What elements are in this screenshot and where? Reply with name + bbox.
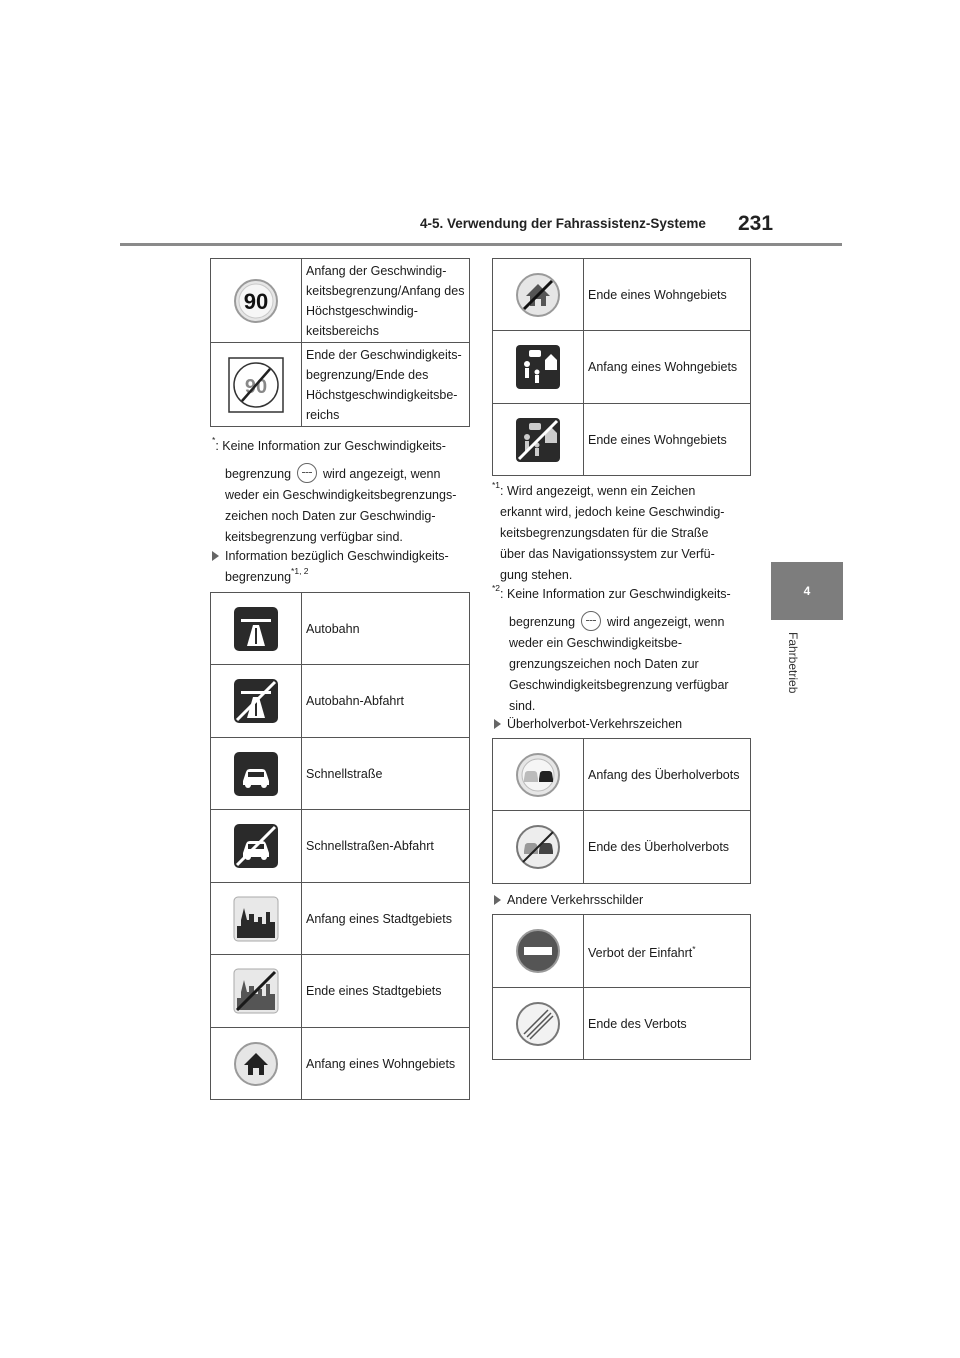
sign-cell (493, 988, 584, 1060)
living-street-sign-icon (493, 344, 583, 390)
footnote (492, 584, 752, 717)
sign-cell (211, 738, 302, 810)
footnote-text: weder ein Geschwindigkeitsbe- grenzungszeichen noch Daten zur Geschwindigkeitsbegrenzung verfügbar sind. (509, 636, 729, 713)
footnote-text: : Keine Information zur Geschwindigkeits- (215, 439, 446, 453)
svg-text:90: 90 (244, 375, 268, 398)
table-row (211, 1028, 470, 1100)
bullet-heading (212, 546, 472, 588)
residential-end-sign-icon (493, 272, 583, 318)
residential-table (492, 258, 751, 476)
no-speed-info-icon (297, 463, 317, 483)
bullet-text: Information bezüglich Geschwindigkeits- (225, 549, 449, 563)
footnote (492, 481, 752, 586)
end-no-overtaking-sign-icon (493, 824, 583, 870)
bullet-text: begrenzung (225, 570, 292, 584)
residential-start-sign-icon (211, 1041, 301, 1087)
table-row (211, 810, 470, 883)
svg-text:90: 90 (243, 288, 269, 314)
footnote (212, 436, 472, 548)
footnote-ref: *1, 2 (291, 566, 309, 576)
sign-description: Schnellstraßen-Abfahrt (302, 810, 470, 883)
motorway-sign-icon (211, 606, 301, 652)
sign-cell (493, 331, 584, 404)
sign-description: Ende der Geschwindigkeits- begrenzung/Ende des Höchstgeschwindigkeitsbe- reichs (302, 343, 470, 427)
bullet-text: Andere Verkehrsschilder (507, 893, 644, 907)
no-entry-sign-icon (493, 928, 583, 974)
sign-cell (493, 915, 584, 988)
sign-cell (211, 665, 302, 738)
footnote-marker: *1 (492, 480, 501, 490)
city-end-sign-icon (211, 968, 301, 1014)
sign-description: Verbot der Einfahrt* (584, 915, 751, 988)
expressway-sign-icon (211, 751, 301, 797)
table-row (493, 811, 751, 884)
speed-limit-90-sign-icon (211, 278, 301, 324)
footnote-text: begrenzung (225, 467, 292, 481)
city-start-sign-icon (211, 896, 301, 942)
table-row (211, 665, 470, 738)
sign-cell (493, 739, 584, 811)
table-row (493, 259, 751, 331)
sign-description: Ende des Überholverbots (584, 811, 751, 884)
table-row (493, 988, 751, 1060)
speed-limit-table (210, 258, 470, 427)
living-street-end-sign-icon (493, 417, 583, 463)
table-row (493, 915, 751, 988)
expressway-exit-sign-icon (211, 823, 301, 869)
sign-description: Ende des Verbots (584, 988, 751, 1060)
table-row (493, 404, 751, 476)
triangle-bullet-icon (494, 719, 501, 729)
chapter-number: 4 (803, 584, 811, 598)
no-speed-info-icon (581, 611, 601, 631)
sign-description: Ende eines Wohngebiets (584, 259, 751, 331)
bullet-text: Überholverbot-Verkehrszeichen (507, 717, 683, 731)
triangle-bullet-icon (212, 551, 219, 561)
page-number: 231 (738, 212, 774, 235)
overtaking-table (492, 738, 751, 884)
sign-description: Anfang eines Wohngebiets (302, 1028, 470, 1100)
motorway-exit-sign-icon (211, 678, 301, 724)
bullet-heading (494, 714, 682, 735)
sign-description: Anfang eines Stadtgebiets (302, 883, 470, 955)
sign-description: Anfang der Geschwindig- keitsbegrenzung/Anfang des Höchstgeschwindig- keitsbereichs (302, 259, 470, 343)
footnote-text: begrenzung (509, 615, 576, 629)
sign-cell (211, 1028, 302, 1100)
footnote-marker: * (212, 435, 216, 445)
sign-cell (211, 259, 302, 343)
end-of-restrictions-sign-icon (493, 1001, 583, 1047)
table-row (211, 955, 470, 1028)
sign-description: Schnellstraße (302, 738, 470, 810)
no-overtaking-sign-icon (493, 752, 583, 798)
section-title: 4-5. Verwendung der Fahrassistenz-Systeme (420, 216, 706, 231)
sign-cell (211, 810, 302, 883)
footnote-text: : Keine Information zur Geschwindigkeits- (500, 587, 731, 601)
sign-description: Autobahn (302, 593, 470, 665)
table-row (493, 331, 751, 404)
sign-cell (493, 811, 584, 884)
triangle-bullet-icon (494, 895, 501, 905)
sign-cell (493, 404, 584, 476)
chapter-tab[interactable] (771, 562, 843, 620)
sign-description: Anfang des Überholverbots (584, 739, 751, 811)
table-row (211, 738, 470, 810)
road-type-table (210, 592, 470, 1100)
header-divider (120, 243, 842, 246)
end-speed-limit-90-sign-icon (211, 357, 301, 413)
footnote-text: wird angezeigt, wenn (607, 615, 725, 629)
sign-cell (211, 343, 302, 427)
sign-cell (211, 593, 302, 665)
table-row (493, 739, 751, 811)
other-signs-table (492, 914, 751, 1060)
chapter-label: Fahrbetrieb (786, 632, 800, 694)
bullet-heading (494, 890, 643, 911)
table-row (211, 259, 470, 343)
sign-description: Anfang eines Wohngebiets (584, 331, 751, 404)
sign-cell (493, 259, 584, 331)
sign-cell (211, 955, 302, 1028)
table-row (211, 343, 470, 427)
footnote-text: : Wird angezeigt, wenn ein Zeichen erkannt wird, jedoch keine Geschwindig- keitsbegrenzungsdaten für die Straße über das Navigationssystem zur Verfü- gung stehen. (500, 484, 725, 582)
sign-description: Ende eines Stadtgebiets (302, 955, 470, 1028)
table-row (211, 883, 470, 955)
footnote-marker: *2 (492, 583, 501, 593)
footnote-text: weder ein Geschwindigkeitsbegrenzungs- zeichen noch Daten zur Geschwindig- keitsbegrenzung verfügbar sind. (225, 488, 457, 544)
sign-cell (211, 883, 302, 955)
table-row (211, 593, 470, 665)
sign-description: Ende eines Wohngebiets (584, 404, 751, 476)
footnote-ref: * (692, 943, 696, 954)
sign-description: Autobahn-Abfahrt (302, 665, 470, 738)
footnote-text: wird angezeigt, wenn (323, 467, 441, 481)
